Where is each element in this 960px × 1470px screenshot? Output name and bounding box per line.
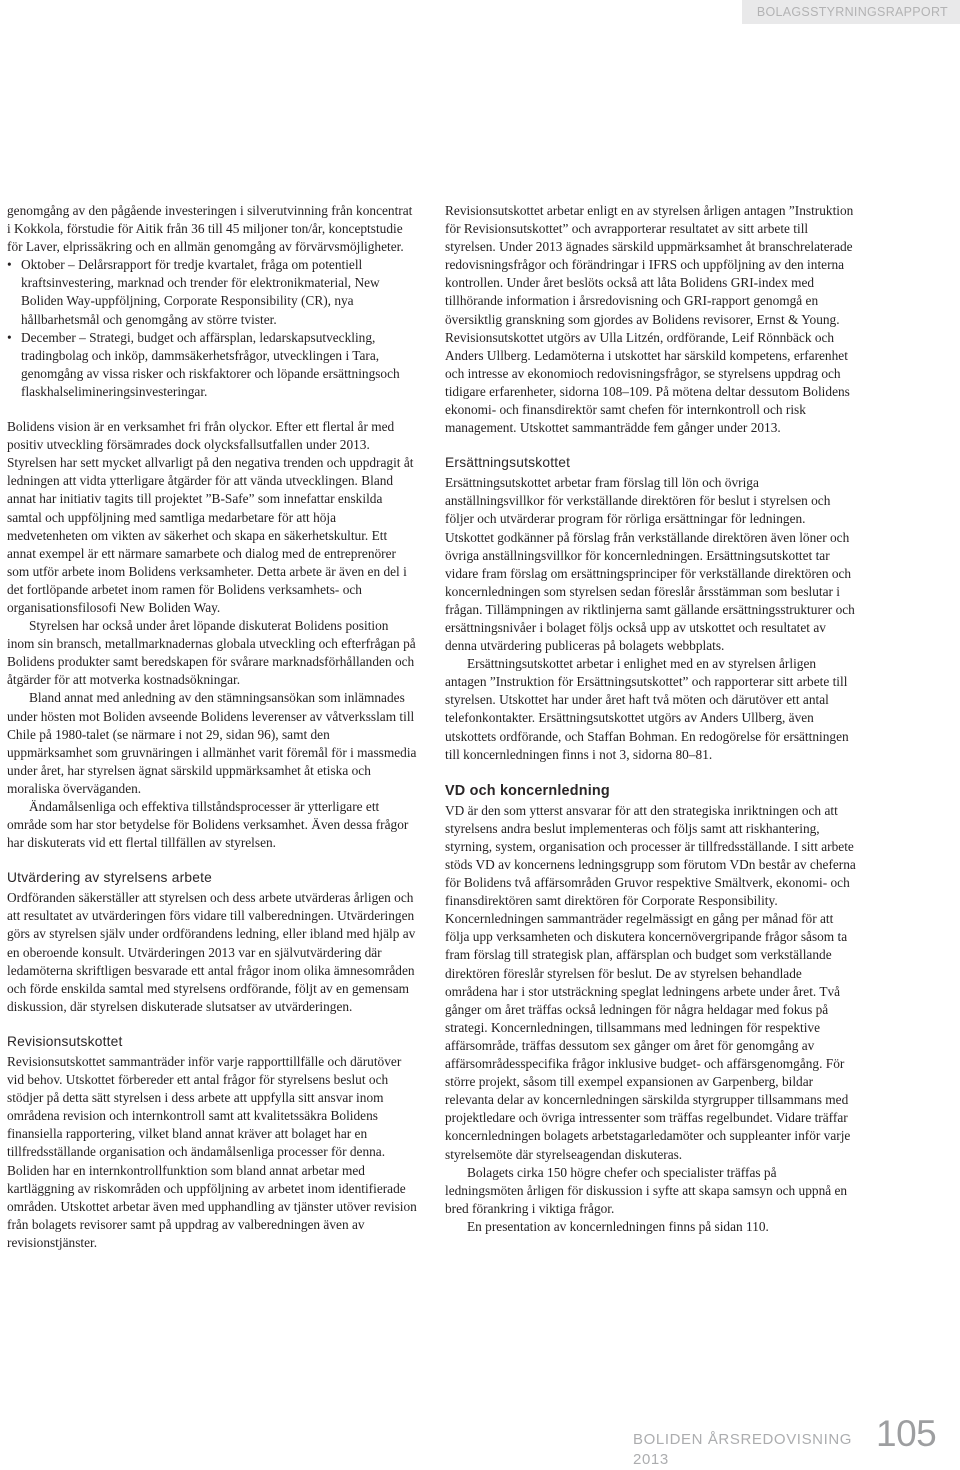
section-header: BOLAGSSTYRNINGSRAPPORT <box>742 0 960 24</box>
list-item <box>7 256 417 328</box>
intro-paragraph: genomgång av den pågående investeringen i silverutvinning från koncentrat i Kokkola, förstudie för Aitik från 36 till 45 miljoner ton/år, konceptstudie för Laver, elprissäkring och en allmän genomgång av förvärvsmöjligheter. <box>7 203 413 255</box>
audit-committee-heading: Revisionsutskottet <box>7 1033 123 1049</box>
ceo-management-heading: VD och koncernledning <box>445 782 610 799</box>
list-item-text: Oktober – Delårsrapport för tredje kvartalet, fråga om potentiell kraftsinvestering, marknad och trender för elektronikmaterial, New Boliden Way-uppföljning, Corporate Responsibility (CR), nya hållbarhetsmål och genomgång av större tvister. <box>21 257 380 327</box>
audit-committee-continued: Revisionsutskottet arbetar enligt en av styrelsen årligen antagen ”Instruktion för Revisionsutskottet” och avrapporterar resultatet av sitt arbete till styrelsen. Under 2013 ägnades särskild uppmärksamhet åt branschrelaterade redovisningsfrågor och förändringar i IFRS och uppföljning av den interna kontrollen. Under året beslöts också att låta Bolidens GRI-index med tillhörande information i årsredovisning och GRI-rapport genomgå en översiktlig granskning som gjordes av Bolidens revisorer, Ernst & Young. Revisionsutskottet utgörs av Ulla Litzén, ordförande, Leif Rönnbäck och Anders Ullberg. Ledamöterna i utskottet har särskild kompetens, erfarenhet och intresse av ekonomioch redovisningsfrågor, se styrelsens uppdrag och tidigare erfarenheter, sidorna 108–109. På mötena deltar dessutom Bolidens ekonomi- och finansdirektör samt chefen för internkontroll och risk management. Utskottet sammanträdde fem gånger under 2013. <box>445 203 854 436</box>
bullet-icon: • <box>7 257 12 273</box>
evaluation-paragraph: Ordföranden säkerställer att styrelsen och dess arbete utvärderas årligen och att resultatet av utvärderingen förs vidare till valberedningen. Utvärderingen görs av styrelsen själv under ordförandens ledning, eller ibland med hjälp av en oberoende konsult. Utvärderingen 2013 var en självutvärdering där ledamöterna skriftligen besvarade ett antal frågor inom olika ämnesområden och förde enskilda samtal med styrelsens ordförande, följt av en gemensam diskussion, där styrelsen diskuterade slutsatser av utvärderingen. <box>7 890 416 1014</box>
market-paragraph: Styrelsen har också under året löpande diskuterat Bolidens position inom sin bransch, metallmarknadernas globala utveckling och efterfrågan på Bolidens produkter samt beredskapen för svårare marknadsförhållanden och åtgärder för att motverka kostnadsökningar. <box>7 618 416 688</box>
right-column <box>445 202 857 1236</box>
audit-committee-paragraph: Revisionsutskottet sammanträder inför varje rapporttillfälle och därutöver vid behov. Utskottet förbereder ett antal frågor för styrelsens beslut och stödjer på detta sätt styrelsen i dess arbete att uppfylla sitt ansvar inom områdena revision och internkontroll samt att kvalitetssäkra Bolidens finansiella rapportering, vilket bland annat kräver att bolaget har en tillfredsställande organisation och ändamålsenliga processer för denna. Boliden har en internkontrollfunktion som bland annat arbetar med kartläggning av riskområden och uppföljning av arbetet inom identifierade områden. Utskottet arbetar även med upphandling av tjänster utöver revision från bolagets revisorer samt på uppdrag av valberedningen även av revisionstjänster. <box>7 1053 417 1250</box>
remuneration-paragraph: Ersättningsutskottet arbetar fram förslag till lön och övriga anställningsvillkor för verkställande direktören för beslut i styrelsen och följer och utvärderar program för rörliga ersättningar för ledningen. Utskottet godkänner på förslag från verkställande direktören även löner och övriga anställningsvillkor för koncernledningen. Ersättningsutskottet tar vidare fram förslag om ersättningsprinciper för verkställande direktören och koncernledningen som styrelsen sedan föreslår årsstämman som beslutar i frågan. Tillämpningen av riktlinjerna samt gällande ersättningsstrukturer och ersättningsnivåer i bolaget följs också upp av utskottet och resultatet av denna utvärdering publiceras på bolagets webbplats. <box>445 475 855 654</box>
lawsuit-paragraph: Bland annat med anledning av den stämningsansökan som inlämnades under hösten mot Boliden avseende Bolidens leverenser av våtverksslam till Chile på 1980-talet (se närmare i not 29, sidan 96), samt den uppmärksamhet som gruvnäringen i allmänhet varit föremål för i massmedia under året, har styrelsen ägnat särskild uppmärksamhet åt etiska och moraliska överväganden. <box>7 690 417 796</box>
managers-paragraph: Bolagets cirka 150 högre chefer och specialister träffas på ledningsmöten årligen för diskussion i syfte att skapa samsyn och uppnå en bred förankring i viktiga frågor. <box>445 1164 848 1216</box>
presentation-reference: En presentation av koncernledningen finns på sidan 110. <box>467 1218 769 1234</box>
remuneration-paragraph-2: Ersättningsutskottet arbetar i enlighet med en av styrelsen årligen antagen ”Instruktion för Ersättningsutskottet” och rapporterar sitt arbete till styrelsen. Utskottet har under året haft två möten och därutöver ett antal telefonkontakter. Ersättningsutskottet utgörs av Anders Ullberg, även utskottets ordförande, och Staffan Bohman. En redogörelse för ersättningen till koncernledningen finns i not 3, sidorna 80–81. <box>445 656 849 762</box>
evaluation-heading: Utvärdering av styrelsens arbete <box>7 870 213 886</box>
publication-title: BOLIDEN ÅRSREDOVISNING 2013 <box>633 1431 853 1468</box>
list-item <box>7 329 417 401</box>
left-column <box>7 202 417 1252</box>
list-item-text: December – Strategi, budget och affärsplan, ledarskapsutveckling, tradingbolag och inköp, dammsäkerhetsfrågor, utvecklingen i Tara, genomgång av vissa risker och riskfaktorer och löpande ersättningsoch flaskhalselimineringsinvesteringar. <box>21 329 400 399</box>
page-number: 105 <box>876 1413 937 1454</box>
permits-paragraph: Ändamålsenliga och effektiva tillståndsprocesser är ytterligare ett område som har stor betydelse för Bolidens verksamhet. Även dessa frågor har diskuterats vid ett flertal tillfällen av styrelsen. <box>7 799 409 851</box>
ceo-paragraph: VD är den som ytterst ansvarar för att den strategiska inriktningen och att styrelsens andra beslut implementeras och följs samt att riskhantering, styrning, system, organisation och processer är tillfredsställande. I sitt arbete stöds VD av koncernens ledningsgrupp som förutom VDn består av cheferna för Bolidens två affärsområden Gruvor respektive Smältverk, ekonomi- och finansdirektören samt direktören för Corporate Responsibility. Koncernledningen sammanträder regelmässigt en gång per månad för att följa upp verksamheten och diskutera koncernövergripande frågor såsom ta fram förslag till strategisk plan, affärsplan och budget som verkställande direktören föreslår styrelsen för beslut. De av styrelsen behandlade områdena har i stor utsträckning speglat ledningens arbete under året. Två gånger om året träffas också ledningen för några heldagar med fokus på strategi. Koncernledningen, tillsammans med ledningen för respektive affärsområde, träffas dessutom sex gånger om året för genomgång av affärsområdesspecifika frågor inklusive budget- och affärsgenomgång. För större projekt, såsom till exempel expansionen av Garpenberg, bildar relevanta delar av koncernledningen särskilda styrgrupper tillsammans med projektledare och övriga intressenter som träffas regelbundet. Vidare träffar koncernledningen bolagets arbetstagarledamöter och suppleanter inför varje styrelsemöte där styrelseagendan diskuteras. <box>445 802 856 1162</box>
remuneration-heading: Ersättningsutskottet <box>445 455 571 471</box>
bullet-icon: • <box>7 329 12 345</box>
safety-paragraph: Bolidens vision är en verksamhet fri från olyckor. Efter ett flertal år med positiv utveckling försämrades dock olycksfallsutfallen under 2013. Styrelsen har sett mycket allvarligt på den negativa trenden och uppdragit åt ledningen att vidta ytterligare åtgärder för att vända utvecklingen. Bland annat har initiativ tagits till projektet ”B-Safe” som innefattar enskilda samtal och uppföljning med samtliga medarbetare för att höja medvetenheten om vikten av säkerhet och skapa en säkerhetskultur. Ett annat exempel är ett närmare samarbete och dialog med de entreprenörer som utför arbete inom Bolidens verksamheter. Detta arbete är även en del i det fortlöpande arbetet inom ramen för Bolidens verksamhets- och organisationsfilosofi New Boliden Way. <box>7 419 414 615</box>
